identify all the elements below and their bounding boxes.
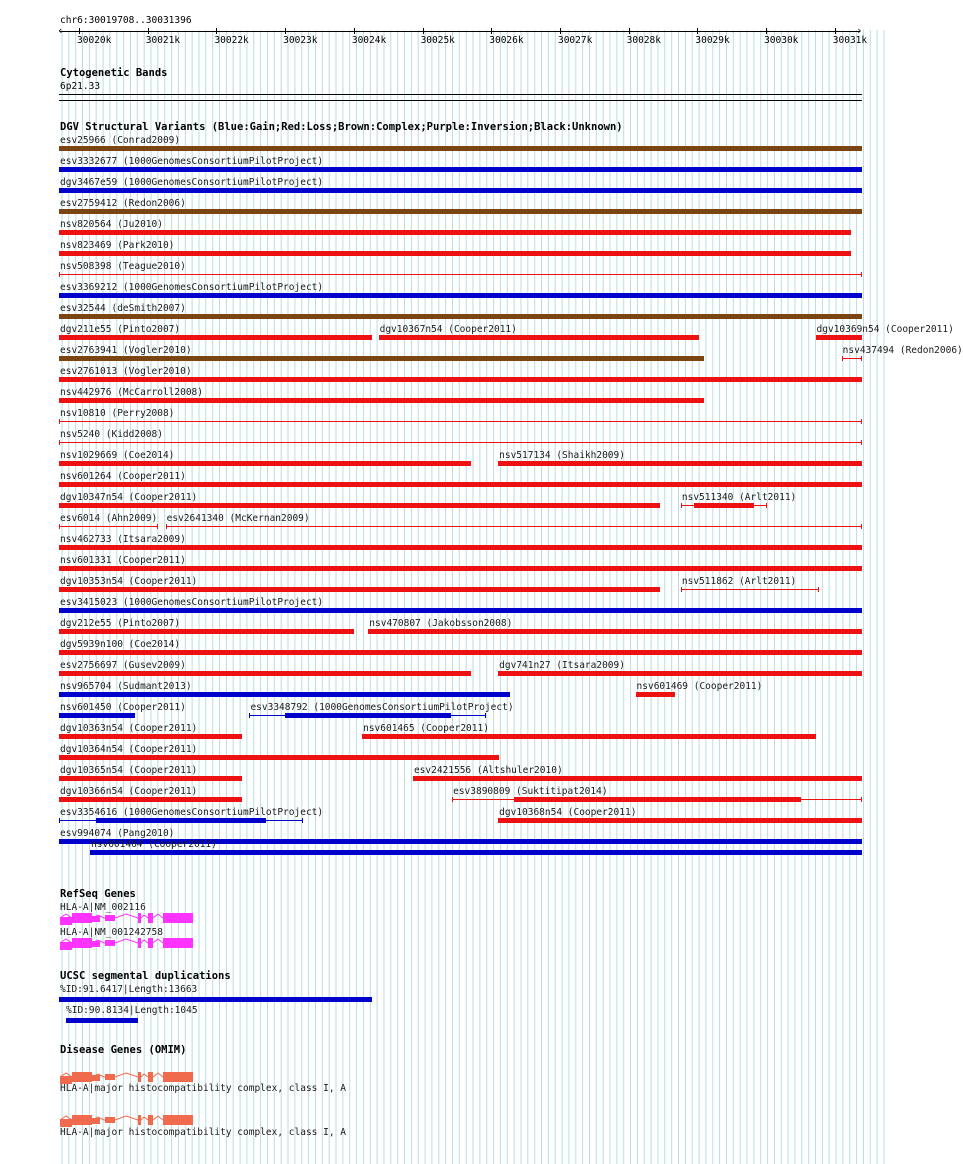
ruler-tick-label: 30020k xyxy=(77,35,112,46)
variant-label[interactable]: nsv820564 (Ju2010) xyxy=(60,219,163,230)
segdup-label[interactable]: %ID:91.6417|Length:13663 xyxy=(60,984,198,995)
variant-label[interactable]: nsv601469 (Cooper2011) xyxy=(636,681,763,692)
variant-bar[interactable] xyxy=(59,482,862,487)
variant-cap xyxy=(452,797,453,802)
exon xyxy=(138,913,141,923)
variant-bar[interactable] xyxy=(59,734,242,739)
ruler-tick-label: 30024k xyxy=(351,35,387,46)
ruler-tick xyxy=(79,28,80,34)
gene-label[interactable]: HLA-A|NM_002116 xyxy=(60,902,146,913)
variant-cap xyxy=(59,272,60,277)
variant-label[interactable]: nsv470807 (Jakobsson2008) xyxy=(369,618,513,629)
ruler-tick xyxy=(491,28,492,34)
variant-bar[interactable] xyxy=(59,167,862,172)
variant-bar[interactable] xyxy=(59,377,862,382)
variant-label[interactable]: esv2759412 (Redon2006) xyxy=(60,198,186,209)
variant-label[interactable]: dgv10368n54 (Cooper2011) xyxy=(499,807,637,818)
exon xyxy=(72,938,92,948)
variant-bar[interactable] xyxy=(59,335,372,340)
variant-label[interactable]: dgv10353n54 (Cooper2011) xyxy=(60,576,198,587)
exon xyxy=(72,1115,92,1125)
variant-cap xyxy=(59,818,60,823)
gene-label[interactable]: HLA-A|NM_001242758 xyxy=(60,927,163,938)
ruler-tick xyxy=(766,28,767,34)
ruler-tick xyxy=(354,28,355,34)
variant-bar[interactable] xyxy=(498,671,862,676)
exon xyxy=(105,1074,115,1080)
variant-label[interactable]: nsv10810 (Perry2008) xyxy=(60,408,175,419)
exon xyxy=(138,1115,141,1125)
variant-bar[interactable] xyxy=(59,608,862,613)
ruler-tick xyxy=(629,28,630,34)
ruler-tick-label: 30029k xyxy=(695,35,730,46)
cytoband-bar xyxy=(59,94,862,95)
variant-label[interactable]: dgv10367n54 (Cooper2011) xyxy=(379,324,517,335)
variant-label[interactable]: esv2761013 (Vogler2010) xyxy=(60,366,192,377)
variant-cap xyxy=(249,713,250,718)
variant-bar[interactable] xyxy=(285,713,451,718)
variant-bar[interactable] xyxy=(59,209,862,214)
variant-line[interactable] xyxy=(166,526,862,527)
variant-label[interactable]: nsv437494 (Redon2006) xyxy=(842,345,963,356)
variant-label[interactable]: dgv10365n54 (Cooper2011) xyxy=(60,765,198,776)
ruler-arrow-right: › xyxy=(856,24,863,37)
variant-bar[interactable] xyxy=(498,461,862,466)
track-title-segdup: UCSC segmental duplications xyxy=(60,970,231,982)
variant-line[interactable] xyxy=(59,421,862,422)
exon xyxy=(105,915,115,921)
variant-line[interactable] xyxy=(842,358,862,359)
segdup-bar[interactable] xyxy=(59,997,372,1002)
variant-line[interactable] xyxy=(59,274,862,275)
variant-bar[interactable] xyxy=(368,629,862,634)
variant-label[interactable]: dgv3467e59 (1000GenomesConsortiumPilotProject) xyxy=(60,177,324,188)
variant-bar[interactable] xyxy=(59,692,510,697)
variant-label[interactable]: dgv10363n54 (Cooper2011) xyxy=(60,723,198,734)
variant-label[interactable]: esv2421556 (Altshuler2010) xyxy=(413,765,563,776)
variant-bar[interactable] xyxy=(59,293,862,298)
variant-label[interactable]: dgv741n27 (Itsara2009) xyxy=(499,660,625,671)
ruler-tick-label: 30021k xyxy=(145,35,181,46)
exon xyxy=(92,941,100,947)
variant-label[interactable]: nsv1029669 (Coe2014) xyxy=(60,450,175,461)
variant-cap xyxy=(818,587,819,592)
variant-label[interactable]: nsv965704 (Sudmant2013) xyxy=(60,681,192,692)
variant-cap xyxy=(861,272,862,277)
variant-label[interactable]: esv3369212 (1000GenomesConsortiumPilotProject) xyxy=(60,282,324,293)
exon xyxy=(72,913,92,923)
ruler-tick-label: 30026k xyxy=(489,35,524,46)
ruler-tick xyxy=(560,28,561,34)
variant-bar[interactable] xyxy=(59,713,135,718)
variant-bar[interactable] xyxy=(59,671,471,676)
variant-bar[interactable] xyxy=(379,335,700,340)
ruler-tick xyxy=(835,28,836,34)
variant-bar[interactable] xyxy=(59,314,862,319)
variant-cap xyxy=(861,356,862,361)
exon xyxy=(92,916,100,922)
variant-label[interactable]: dgv5939n100 (Coe2014) xyxy=(60,639,181,650)
exon xyxy=(163,1072,193,1082)
ruler-tick-label: 30028k xyxy=(626,35,661,46)
exon xyxy=(163,938,193,948)
variant-label[interactable]: nsv511340 (Arlt2011) xyxy=(681,492,797,503)
variant-bar[interactable] xyxy=(694,503,754,508)
track-title-refseq: RefSeq Genes xyxy=(60,888,136,900)
exon xyxy=(60,1119,72,1127)
variant-label[interactable]: nsv5240 (Kidd2008) xyxy=(60,429,163,440)
variant-label[interactable]: dgv10364n54 (Cooper2011) xyxy=(60,744,198,755)
variant-label[interactable]: nsv517134 (Shaikh2009) xyxy=(499,450,625,461)
ruler-tick-label: 30027k xyxy=(557,35,593,46)
ruler-tick-label: 30022k xyxy=(214,35,249,46)
ruler-tick-label: 30031k xyxy=(832,35,868,46)
variant-bar[interactable] xyxy=(96,818,267,823)
variant-cap xyxy=(302,818,303,823)
variant-label[interactable]: nsv508398 (Teague2010) xyxy=(60,261,186,272)
track-title-dgv: DGV Structural Variants (Blue:Gain;Red:Loss;Brown:Complex;Purple:Inversion;Black:Unknown) xyxy=(60,121,623,133)
variant-bar[interactable] xyxy=(636,692,676,697)
variant-bar[interactable] xyxy=(59,398,704,403)
variant-label[interactable]: esv2641340 (McKernan2009) xyxy=(166,513,310,524)
ruler-tick-label: 30030k xyxy=(764,35,799,46)
variant-label[interactable]: nsv601464 (Cooper2011) xyxy=(91,838,217,850)
variant-bar[interactable] xyxy=(362,734,816,739)
variant-bar[interactable] xyxy=(90,850,862,855)
ruler-tick xyxy=(423,28,424,34)
exon xyxy=(148,1115,153,1125)
variant-cap xyxy=(166,524,167,529)
ruler-tick xyxy=(285,28,286,34)
variant-label[interactable]: nsv601264 (Cooper2011) xyxy=(60,471,186,482)
variant-bar[interactable] xyxy=(59,566,862,571)
variant-label[interactable]: nsv601450 (Cooper2011) xyxy=(60,702,186,713)
ruler-arrow-left: ‹ xyxy=(57,24,64,37)
variant-label[interactable]: dgv10369n54 (Cooper2011) xyxy=(816,324,954,335)
segdup-label[interactable]: %ID:90.8134|Length:1045 xyxy=(66,1005,198,1016)
variant-cap xyxy=(861,419,862,424)
track-title-cytobands: Cytogenetic Bands xyxy=(60,67,168,79)
variant-label[interactable]: nsv442976 (McCarroll2008) xyxy=(60,387,203,398)
segdup-bar[interactable] xyxy=(66,1018,138,1023)
exon xyxy=(60,917,72,925)
variant-bar[interactable] xyxy=(59,503,660,508)
ruler-tick xyxy=(216,28,217,34)
ruler-tick xyxy=(148,28,149,34)
variant-label[interactable]: esv32544 (deSmith2007) xyxy=(60,303,186,314)
variant-label[interactable]: dgv10366n54 (Cooper2011) xyxy=(60,786,198,797)
variant-label[interactable]: nsv601465 (Cooper2011) xyxy=(363,723,489,734)
variant-cap xyxy=(681,587,682,592)
variant-line[interactable] xyxy=(59,526,158,527)
variant-label[interactable]: esv3348792 (1000GenomesConsortiumPilotProject) xyxy=(250,702,514,713)
variant-label[interactable]: dgv212e55 (Pinto2007) xyxy=(60,618,181,629)
variant-label[interactable]: esv6014 (Ahn2009) xyxy=(60,513,158,524)
track-title-omim: Disease Genes (OMIM) xyxy=(60,1044,187,1056)
exon xyxy=(148,938,153,948)
variant-bar[interactable] xyxy=(59,650,862,655)
variant-label[interactable]: dgv211e55 (Pinto2007) xyxy=(60,324,181,335)
variant-bar[interactable] xyxy=(816,335,862,340)
variant-label[interactable]: esv994074 (Pang2010) xyxy=(60,828,175,839)
variant-bar[interactable] xyxy=(59,629,354,634)
variant-label[interactable]: nsv601331 (Cooper2011) xyxy=(60,555,186,566)
variant-label[interactable]: esv2756697 (Gusev2009) xyxy=(60,660,186,671)
variant-label[interactable]: dgv10347n54 (Cooper2011) xyxy=(60,492,198,503)
variant-bar[interactable] xyxy=(59,188,862,193)
variant-bar[interactable] xyxy=(59,251,851,256)
variant-bar[interactable] xyxy=(59,356,704,361)
variant-label[interactable]: esv2763941 (Vogler2010) xyxy=(60,345,192,356)
variant-bar[interactable] xyxy=(498,818,862,823)
variant-bar[interactable] xyxy=(413,776,862,781)
variant-cap xyxy=(861,524,862,529)
variant-cap xyxy=(59,524,60,529)
variant-bar[interactable] xyxy=(59,797,242,802)
variant-label[interactable]: nsv511862 (Arlt2011) xyxy=(681,576,797,587)
variant-bar[interactable] xyxy=(59,755,499,760)
exon xyxy=(60,942,72,950)
variant-cap xyxy=(59,440,60,445)
variant-cap xyxy=(842,356,843,361)
variant-cap xyxy=(157,524,158,529)
variant-cap xyxy=(485,713,486,718)
variant-label[interactable]: nsv823469 (Park2010) xyxy=(60,240,175,251)
variant-bar[interactable] xyxy=(59,776,242,781)
exon xyxy=(72,1072,92,1082)
exon xyxy=(105,1117,115,1123)
variant-bar[interactable] xyxy=(59,230,851,235)
variant-label[interactable]: nsv462733 (Itsara2009) xyxy=(60,534,186,545)
variant-label[interactable]: esv25966 (Conrad2009) xyxy=(60,135,181,146)
ruler-tick-label: 30025k xyxy=(420,35,455,46)
ruler-tick-label: 30023k xyxy=(283,35,318,46)
variant-bar[interactable] xyxy=(514,797,801,802)
variant-bar[interactable] xyxy=(59,461,471,466)
ruler-axis xyxy=(60,31,860,32)
variant-cap xyxy=(861,797,862,802)
exon xyxy=(138,938,141,948)
omim-label[interactable]: HLA-A|major histocompatibility complex, class I, A xyxy=(60,1083,346,1094)
variant-cap xyxy=(766,503,767,508)
variant-cap xyxy=(861,440,862,445)
exon xyxy=(92,1075,100,1081)
variant-bar[interactable] xyxy=(59,545,862,550)
variant-line[interactable] xyxy=(59,442,862,443)
cytoband-underline xyxy=(59,100,862,101)
variant-cap xyxy=(681,503,682,508)
exon xyxy=(138,1072,141,1082)
exon xyxy=(163,1115,193,1125)
variant-label[interactable]: esv3415023 (1000GenomesConsortiumPilotProject) xyxy=(60,597,324,608)
variant-bar[interactable] xyxy=(59,587,660,592)
omim-label[interactable]: HLA-A|major histocompatibility complex, class I, A xyxy=(60,1127,346,1138)
variant-line[interactable] xyxy=(681,589,819,590)
exon xyxy=(92,1118,100,1124)
variant-label[interactable]: esv3890809 (Suktitipat2014) xyxy=(453,786,608,797)
variant-bar[interactable] xyxy=(59,146,862,151)
variant-cap xyxy=(59,419,60,424)
variant-label[interactable]: esv3332677 (1000GenomesConsortiumPilotProject) xyxy=(60,156,324,167)
exon xyxy=(148,1072,153,1082)
coordinate-label: chr6:30019708..30031396 xyxy=(60,15,192,26)
exon xyxy=(163,913,193,923)
exon xyxy=(148,913,153,923)
cytoband-label[interactable]: 6p21.33 xyxy=(60,81,101,92)
variant-label[interactable]: esv3354616 (1000GenomesConsortiumPilotProject) xyxy=(60,807,324,818)
ruler-tick xyxy=(697,28,698,34)
exon xyxy=(105,940,115,946)
